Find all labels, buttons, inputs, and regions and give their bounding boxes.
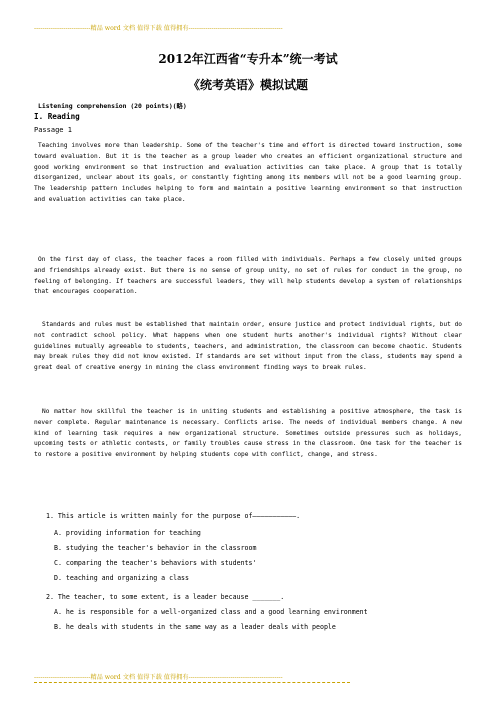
answer-option: D. teaching and organizing a class xyxy=(54,574,189,582)
paragraph: Teaching involves more than leadership. Some of the teacher's time and effort is directed toward instruction, some toward evaluation. But it is the teacher as a group leader who creates an efficient organizational structure and good working environment so that instruction and evaluation activities can take place. A group that is totally disorganized, unclear about its goals, or constantly fighting among its members will not be a good learning group. The leadership pattern includes helping to form and maintain a positive learning environment so that instruction and evaluation activities can take place. xyxy=(34,142,462,203)
footer-divider xyxy=(34,682,350,683)
header-banner: ---------------------------精品 word 文档 值得下载 值得拥有--------------------------------------------- xyxy=(34,25,283,32)
passage-label: Passage 1 xyxy=(34,126,72,134)
answer-option: A. he is responsible for a well-organized class and a good learning environment xyxy=(54,608,368,616)
answer-option: A. providing information for teaching xyxy=(54,529,201,537)
answer-option: B. he deals with students in the same way as a leader deals with people xyxy=(54,623,336,631)
section-heading: I. Reading xyxy=(34,112,80,121)
paragraph: No matter how skillful the teacher is in uniting students and establishing a positive atmosphere, the task is never complete. Regular maintenance is necessary. Conflicts arise. The needs of individual members change. A new kind of learning task requires a new organizational structure. Sometimes outside pressures such as holidays, upcoming tests or athletic contests, or family troubles cause stress in the classroom. One task for the teacher is to restore a positive environment by helping students cope with conflict, change, and stress. xyxy=(34,408,462,459)
exam-title: 2012年江西省“专升本”统一考试 xyxy=(158,52,338,66)
listening-note: Listening comprehension (20 points)(略) xyxy=(38,102,187,110)
answer-option: B. studying the teacher's behavior in the classroom xyxy=(54,544,257,552)
question-stem: 2. The teacher, to some extent, is a leader because _______. xyxy=(46,593,285,601)
paragraph: Standards and rules must be established that maintain order, ensure justice and protect individual rights, but do not contradict school policy. What happens when one student hurts another's individual rights? Without clear guidelines mutually agreeable to students, teachers, and administration, the classroom can become chaotic. Students may break rules they did not know existed. If standards are set without input from the class, students may spend a great deal of creative energy in mining the class environment finding ways to break rules. xyxy=(34,321,462,372)
paragraph: On the first day of class, the teacher faces a room filled with individuals. Perhaps a few closely united groups and friendships already exist. But there is no sense of group unity, no set of rules for conduct in the group, no feeling of belonging. If teachers are successful leaders, they will help students develop a system of relationships that encourages cooperation. xyxy=(34,256,462,296)
footer-banner: ---------------------------精品 word 文档 值得下载 值得拥有--------------------------------------------- xyxy=(34,674,283,681)
question-stem: 1. This article is written mainly for the purpose of―――――――――――. xyxy=(46,512,301,520)
exam-subtitle: 《统考英语》模拟试题 xyxy=(187,78,308,92)
answer-option: C. comparing the teacher's behaviors with students' xyxy=(54,559,257,567)
